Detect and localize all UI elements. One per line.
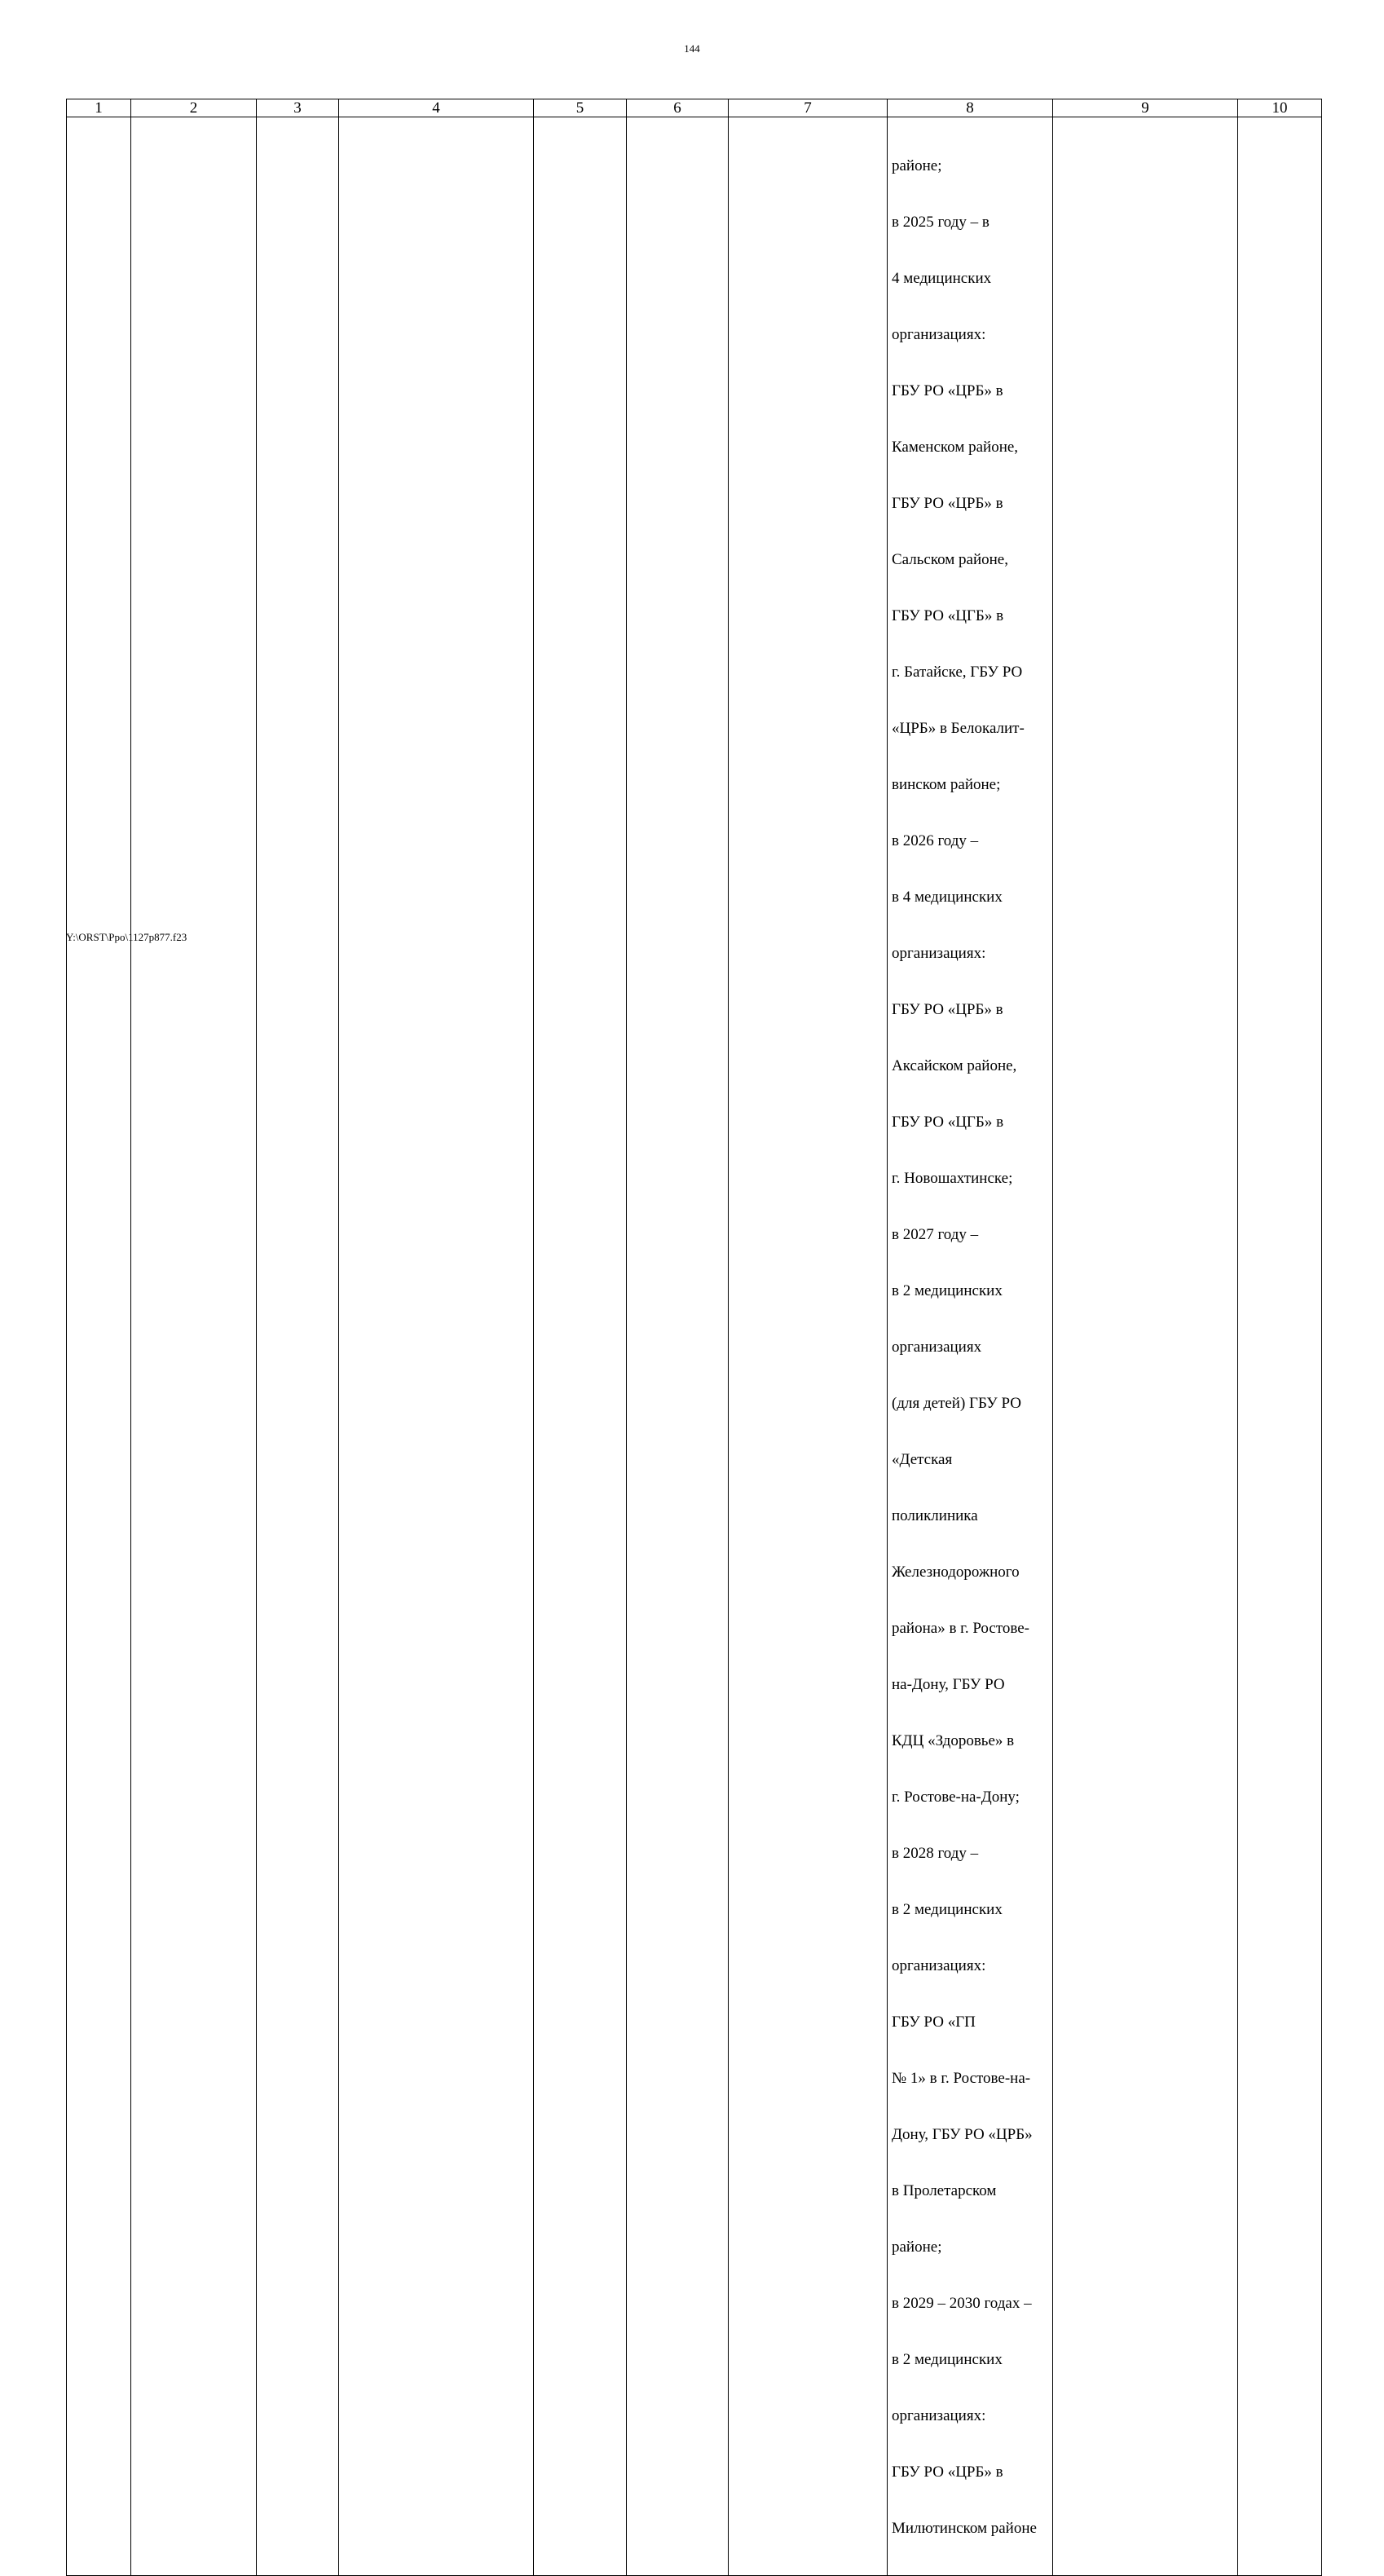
cell-text-line: (для детей) ГБУ РО bbox=[892, 1395, 1021, 1412]
cell-text-line: 4 медицинских bbox=[892, 270, 992, 287]
cell-text-line: поликлиника bbox=[892, 1507, 978, 1524]
cell-text-line: ГБУ РО «ЦРБ» в bbox=[892, 495, 1003, 512]
table-cell-col-7 bbox=[729, 117, 888, 2576]
cell-text-line: районе; bbox=[892, 157, 942, 174]
cell-text-line: Аксайском районе, bbox=[892, 1057, 1017, 1074]
cell-text-line: винском районе; bbox=[892, 776, 1001, 793]
page-number: 144 bbox=[684, 42, 700, 55]
cell-text-line: ГБУ РО «ЦРБ» в bbox=[892, 2464, 1003, 2481]
table-cell-col-4 bbox=[339, 117, 534, 2576]
column-header-3: 3 bbox=[257, 99, 339, 117]
cell-text-line: № 1» в г. Ростове-на- bbox=[892, 2070, 1031, 2087]
column-header-2: 2 bbox=[131, 99, 257, 117]
table-header-row bbox=[67, 99, 1322, 117]
cell-text-line: в 2027 году – bbox=[892, 1226, 979, 1243]
footer-file-path: Y:\ORST\Ppo\1127p877.f23 bbox=[66, 931, 187, 943]
cell-text-line: в 4 медицинских bbox=[892, 889, 1003, 906]
cell-text-line: г. Новошахтинске; bbox=[892, 1170, 1013, 1187]
cell-text-line: Сальском районе, bbox=[892, 551, 1008, 568]
table-cell-col-6 bbox=[627, 117, 729, 2576]
cell-text-line: в 2028 году – bbox=[892, 1845, 979, 1862]
cell-text-line: ГБУ РО «ГП bbox=[892, 2014, 976, 2031]
column-header-6: 6 bbox=[627, 99, 729, 117]
cell-text-line: в Пролетарском bbox=[892, 2182, 997, 2199]
column-header-4: 4 bbox=[339, 99, 534, 117]
cell-text-line: «ЦРБ» в Белокалит- bbox=[892, 720, 1025, 737]
cell-text-line: Дону, ГБУ РО «ЦРБ» bbox=[892, 2126, 1033, 2143]
column-header-7: 7 bbox=[729, 99, 888, 117]
cell-text-line: ГБУ РО «ЦГБ» в bbox=[892, 607, 1004, 624]
cell-text-line: ГБУ РО «ЦРБ» в bbox=[892, 1001, 1003, 1018]
column-header-1: 1 bbox=[67, 99, 131, 117]
cell-text-line: на-Дону, ГБУ РО bbox=[892, 1676, 1005, 1693]
cell-text-line: г. Ростове-на-Дону; bbox=[892, 1789, 1020, 1806]
table-cell-col-10 bbox=[1238, 117, 1322, 2576]
cell-text-line: организациях: bbox=[892, 945, 986, 962]
table-cell-col-2 bbox=[131, 117, 257, 2576]
cell-text-line: организациях: bbox=[892, 1957, 986, 1974]
cell-text-line: Железнодорожного bbox=[892, 1564, 1020, 1581]
cell-text-line: Каменском районе, bbox=[892, 439, 1019, 456]
table-cell-col-3 bbox=[257, 117, 339, 2576]
cell-text-line: ГБУ РО «ЦГБ» в bbox=[892, 1114, 1004, 1131]
cell-text-line: в 2 медицинских bbox=[892, 1282, 1003, 1299]
cell-text-line: районе; bbox=[892, 2239, 942, 2256]
cell-text-line: района» в г. Ростове- bbox=[892, 1620, 1029, 1637]
cell-text-line: в 2026 году – bbox=[892, 832, 979, 849]
column-header-9: 9 bbox=[1053, 99, 1238, 117]
cell-text-line: Милютинском районе bbox=[892, 2520, 1037, 2537]
document-table bbox=[66, 99, 1322, 2576]
cell-text-line: в 2 медицинских bbox=[892, 1901, 1003, 1918]
cell-text-line: в 2029 – 2030 годах – bbox=[892, 2295, 1032, 2312]
cell-text-line: организациях: bbox=[892, 326, 986, 343]
cell-text-line: «Детская bbox=[892, 1451, 953, 1468]
column-header-8: 8 bbox=[888, 99, 1053, 117]
cell-text-line: в 2025 году – в bbox=[892, 214, 990, 231]
cell-text-line: ГБУ РО «ЦРБ» в bbox=[892, 382, 1003, 399]
column-header-10: 10 bbox=[1238, 99, 1322, 117]
table-cell-col-8 bbox=[888, 117, 1053, 2576]
table-cell-col-9 bbox=[1053, 117, 1238, 2576]
table-row bbox=[67, 117, 1322, 2576]
cell-text-line: г. Батайске, ГБУ РО bbox=[892, 664, 1023, 681]
column-header-5: 5 bbox=[534, 99, 627, 117]
table-cell-col-5 bbox=[534, 117, 627, 2576]
cell-text-line: в 2 медицинских bbox=[892, 2351, 1003, 2368]
cell-text-line: организациях bbox=[892, 1339, 982, 1356]
cell-text-line: КДЦ «Здоровье» в bbox=[892, 1732, 1015, 1749]
cell-text-line: организациях: bbox=[892, 2407, 986, 2424]
table-cell-col-1 bbox=[67, 117, 131, 2576]
